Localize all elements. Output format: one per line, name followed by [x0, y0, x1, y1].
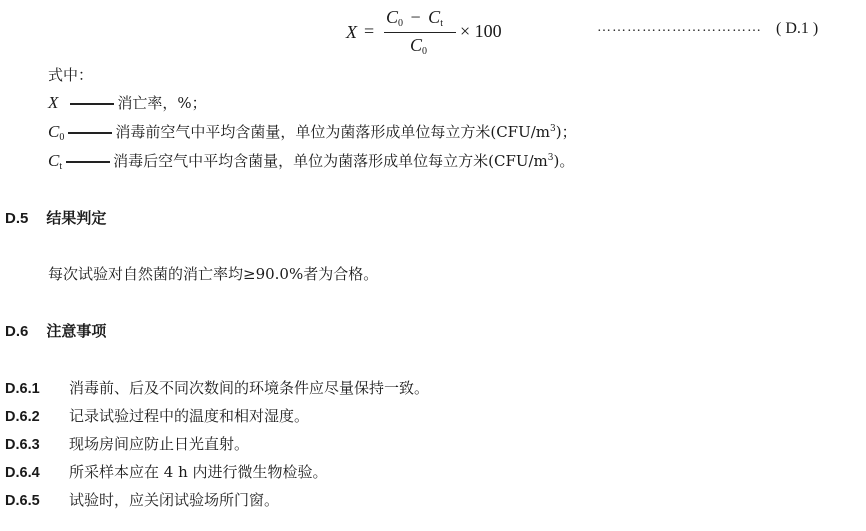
- fraction-bar: [384, 32, 456, 33]
- variable-c0: $C_0$ 消毒前空气中平均含菌量，单位为菌落形成单位每立方米$(CFU/m^3)$；: [48, 122, 577, 143]
- variable-x: X 消亡率，%；: [48, 93, 207, 112]
- variable-ct: $C_t$ 消毒后空气中平均含菌量，单位为菌落形成单位每立方米$(CFU/m^3)$。: [48, 151, 575, 172]
- list-item: D.6.1 消毒前、后及不同次数间的环境条件应尽量保持一致。: [5, 379, 430, 397]
- formula-d1: [300, 8, 560, 58]
- equation-number: ( D.1 ): [776, 20, 819, 37]
- list-item: D.6.5 试验时，应关闭试验场所门窗。: [5, 491, 280, 509]
- formula-lhs: X: [346, 22, 357, 42]
- list-item: D.6.2 记录试验过程中的温度和相对湿度。: [5, 407, 310, 425]
- equation-leader: ……………………………: [597, 20, 762, 35]
- list-item: D.6.4 所采样本应在 4 h 内进行微生物检验。: [5, 463, 328, 481]
- where-label: 式中：: [48, 66, 94, 84]
- formula-denominator: $C_0$: [410, 35, 428, 57]
- section-d5-text: 每次试验对自然菌的消亡率均≥90.0%者为合格。: [48, 265, 379, 283]
- formula-multiplier: × 100: [460, 21, 502, 41]
- section-heading-d6: D.6 注意事项: [5, 322, 107, 340]
- formula-numerator: $C_0 - C_t$: [386, 7, 443, 29]
- list-item: D.6.3 现场房间应防止日光直射。: [5, 435, 250, 453]
- section-heading-d5: D.5 结果判定: [5, 209, 107, 227]
- formula-equals: =: [364, 21, 375, 41]
